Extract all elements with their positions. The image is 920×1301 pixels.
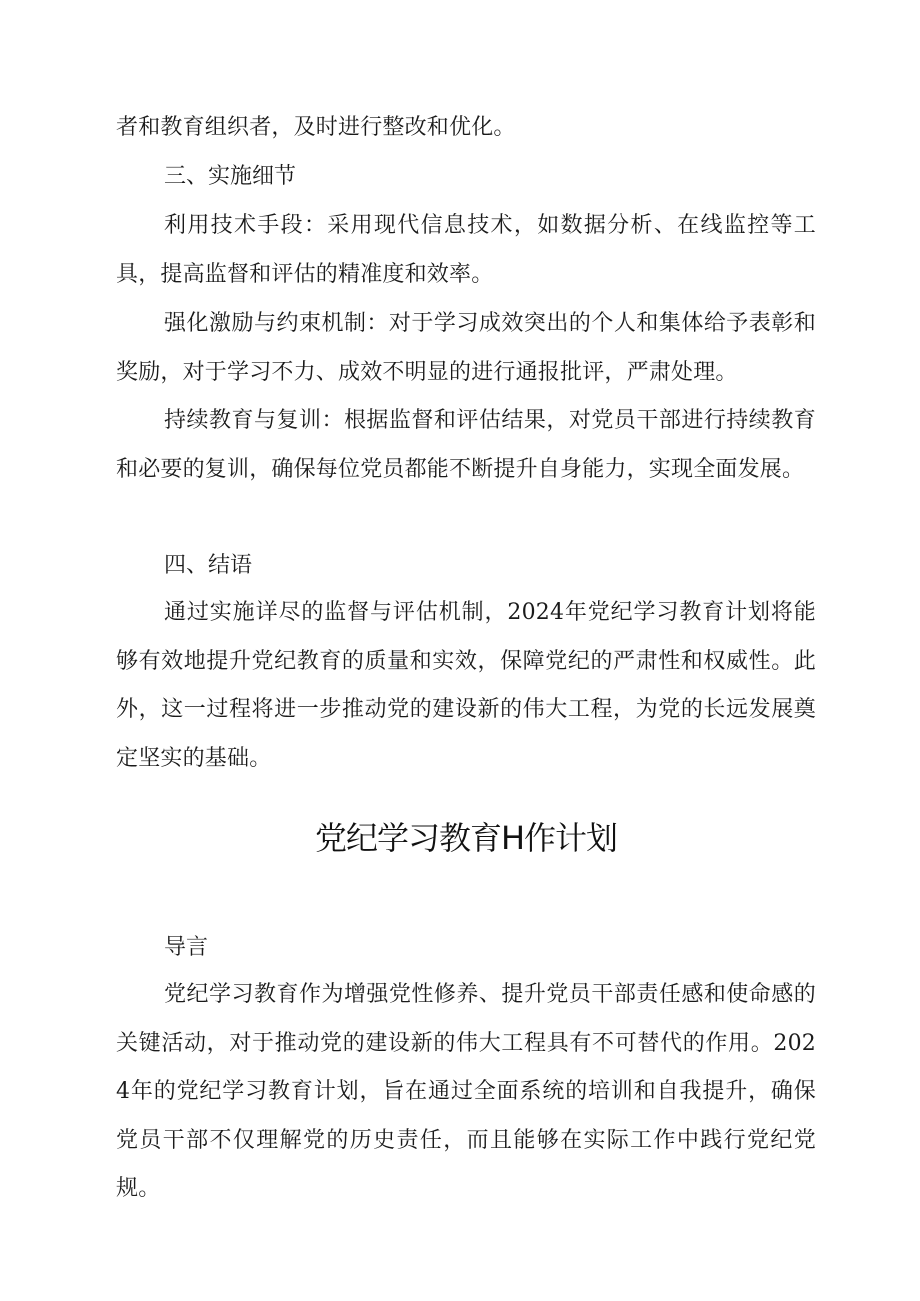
continuation-paragraph: 者和教育组织者，及时进行整改和优化。: [116, 115, 516, 140]
intro-paragraph: 党纪学习教育作为增强党性修养、提升党员干部责任感和使命感的关键活动，对于推动党的建设新的伟大工程具有不可替代的作用。2024年的党纪学习教育计划，旨在通过全面系统的培训和自我提升，确保党员干部不仅理解党的历史责任，而且能够在实际工作中践行党纪党规。: [116, 982, 816, 1201]
intro-heading: 导言: [164, 935, 209, 960]
section-heading-4: 四、结语: [164, 553, 253, 578]
section-heading-3: 三、实施细节: [164, 164, 297, 189]
paragraph-incentive: 强化激励与约束机制：对于学习成效突出的个人和集体给予表彰和奖励，对于学习不力、成效不明显的进行通报批评，严肃处理。: [116, 311, 816, 385]
paragraph-tech-means: 利用技术手段：采用现代信息技术，如数据分析、在线监控等工具，提高监督和评估的精准度和效率。: [116, 213, 816, 287]
paragraph-retrain: 持续教育与复训：根据监督和评估结果，对党员干部进行持续教育和必要的复训，确保每位党员都能不断提升自身能力，实现全面发展。: [116, 408, 816, 482]
conclusion-paragraph: 通过实施详尽的监督与评估机制，2024年党纪学习教育计划将能够有效地提升党纪教育的质量和实效，保障党纪的严肃性和权威性。此外，这一过程将进一步推动党的建设新的伟大工程，为党的长远发展奠定坚实的基础。: [116, 600, 816, 771]
document-title: 党纪学习教育H作计划: [314, 819, 618, 857]
